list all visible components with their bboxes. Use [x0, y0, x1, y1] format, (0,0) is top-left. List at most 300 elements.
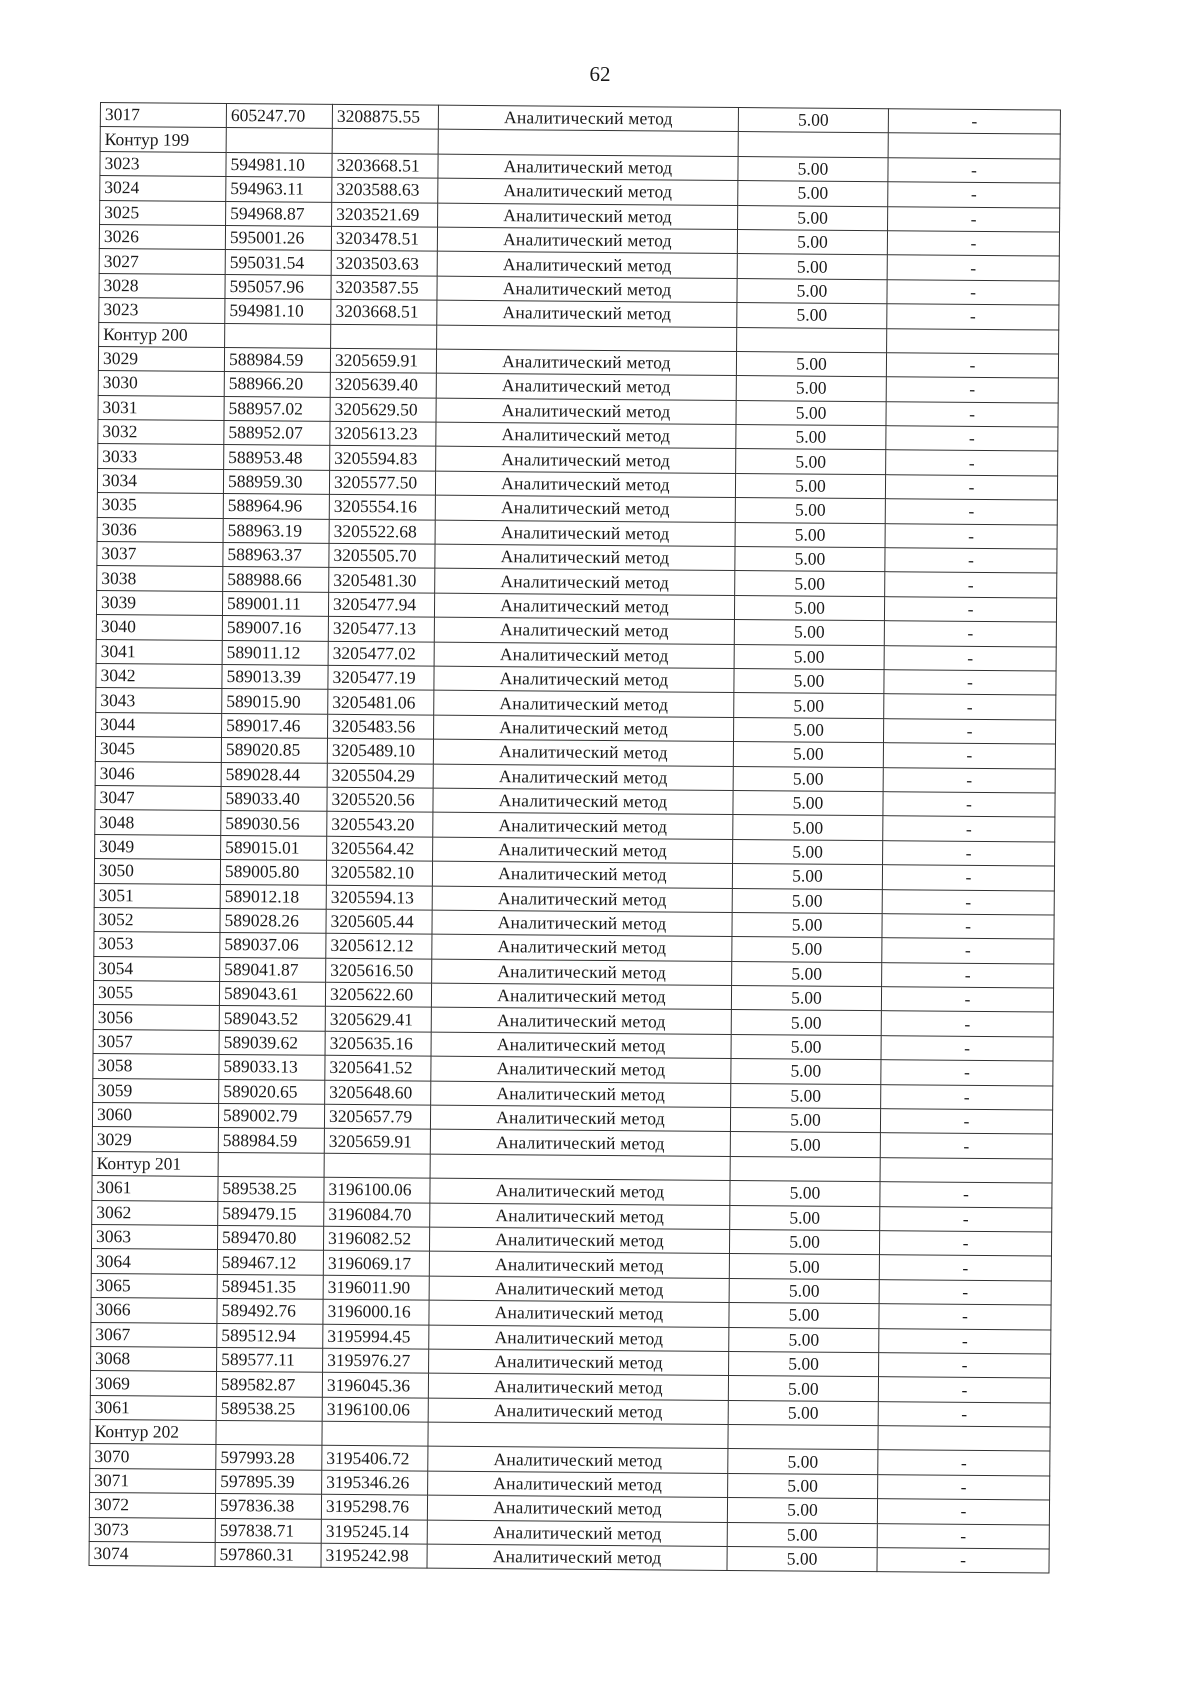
method-cell: Аналитический метод: [430, 1178, 730, 1205]
point-number-cell: 3053: [94, 932, 220, 957]
y-coordinate-cell: 3196084.70: [324, 1202, 430, 1227]
description-cell: -: [888, 182, 1060, 208]
accuracy-cell: 5.00: [734, 644, 884, 670]
x-coordinate-cell: 589005.80: [220, 860, 326, 885]
description-cell: -: [885, 572, 1057, 598]
method-cell: Аналитический метод: [436, 349, 736, 376]
x-coordinate-cell: 589037.06: [220, 933, 326, 958]
accuracy-cell: 5.00: [737, 278, 887, 304]
method-cell: Аналитический метод: [431, 1008, 731, 1035]
method-cell: Аналитический метод: [434, 642, 734, 669]
accuracy-cell: 5.00: [733, 839, 883, 865]
description-cell: -: [884, 670, 1056, 696]
method-cell: Аналитический метод: [436, 398, 736, 425]
point-number-cell: 3061: [90, 1395, 216, 1420]
accuracy-cell: 5.00: [736, 376, 886, 402]
empty-cell: [730, 1156, 880, 1182]
accuracy-cell: 5.00: [736, 351, 886, 377]
point-number-cell: 3071: [90, 1468, 216, 1493]
description-cell: -: [883, 743, 1055, 769]
description-cell: -: [884, 621, 1056, 647]
x-coordinate-cell: 589467.12: [217, 1250, 323, 1275]
point-number-cell: 3052: [94, 907, 220, 932]
accuracy-cell: 5.00: [729, 1254, 879, 1280]
description-cell: -: [882, 938, 1054, 964]
y-coordinate-cell: 3195242.98: [321, 1543, 427, 1568]
method-cell: Аналитический метод: [432, 861, 732, 888]
method-cell: Аналитический метод: [433, 739, 733, 766]
y-coordinate-cell: 3205612.12: [326, 934, 432, 959]
method-cell: Аналитический метод: [432, 959, 732, 986]
method-cell: Аналитический метод: [435, 471, 735, 498]
description-cell: -: [879, 1353, 1051, 1379]
y-coordinate-cell: 3205477.94: [328, 592, 434, 617]
x-coordinate-cell: 589470.80: [217, 1225, 323, 1250]
description-cell: -: [877, 1499, 1049, 1525]
description-cell: -: [881, 1011, 1053, 1037]
accuracy-cell: 5.00: [727, 1498, 877, 1524]
point-number-cell: 3055: [93, 981, 219, 1006]
contour-label: Контур 199: [100, 127, 226, 152]
method-cell: Аналитический метод: [428, 1447, 728, 1474]
method-cell: Аналитический метод: [434, 617, 734, 644]
y-coordinate-cell: 3205594.13: [326, 885, 432, 910]
accuracy-cell: 5.00: [727, 1547, 877, 1573]
y-coordinate-cell: 3205594.83: [330, 446, 436, 471]
point-number-cell: 3043: [96, 688, 222, 713]
point-number-cell: 3023: [100, 151, 226, 176]
accuracy-cell: 5.00: [734, 620, 884, 646]
accuracy-cell: 5.00: [737, 254, 887, 280]
y-coordinate-cell: 3205639.40: [330, 373, 436, 398]
x-coordinate-cell: 589030.56: [221, 811, 327, 836]
y-coordinate-cell: 3203521.69: [332, 202, 438, 227]
coordinates-sheet: [88, 102, 1059, 1574]
y-coordinate-cell: 3196100.06: [324, 1177, 430, 1202]
x-coordinate-cell: 589512.94: [217, 1323, 323, 1348]
accuracy-cell: 5.00: [735, 473, 885, 499]
y-coordinate-cell: 3205489.10: [327, 738, 433, 763]
description-cell: -: [881, 1084, 1053, 1110]
method-cell: Аналитический метод: [432, 886, 732, 913]
description-cell: -: [878, 1377, 1050, 1403]
accuracy-cell: 5.00: [732, 961, 882, 987]
y-coordinate-cell: 3205659.91: [330, 348, 436, 373]
y-coordinate-cell: 3205577.50: [329, 470, 435, 495]
point-number-cell: 3056: [93, 1005, 219, 1030]
accuracy-cell: 5.00: [729, 1303, 879, 1329]
description-cell: -: [879, 1328, 1051, 1354]
accuracy-cell: 5.00: [736, 449, 886, 475]
accuracy-cell: 5.00: [732, 864, 882, 890]
y-coordinate-cell: 3196045.36: [322, 1373, 428, 1398]
accuracy-cell: 5.00: [732, 912, 882, 938]
accuracy-cell: 5.00: [734, 595, 884, 621]
accuracy-cell: 5.00: [734, 693, 884, 719]
y-coordinate-cell: 3205505.70: [329, 543, 435, 568]
x-coordinate-cell: 588957.02: [224, 396, 330, 421]
accuracy-cell: 5.00: [727, 1522, 877, 1548]
empty-cell: [216, 1421, 322, 1446]
empty-cell: [888, 133, 1060, 159]
x-coordinate-cell: 589451.35: [217, 1274, 323, 1299]
description-cell: -: [877, 1523, 1049, 1549]
method-cell: Аналитический метод: [436, 447, 736, 474]
description-cell: -: [882, 865, 1054, 891]
x-coordinate-cell: 589582.87: [216, 1372, 322, 1397]
point-number-cell: 3031: [98, 395, 224, 420]
method-cell: Аналитический метод: [437, 276, 737, 303]
y-coordinate-cell: 3205564.42: [327, 836, 433, 861]
method-cell: Аналитический метод: [431, 983, 731, 1010]
x-coordinate-cell: 588963.19: [223, 518, 329, 543]
y-coordinate-cell: 3205481.06: [328, 690, 434, 715]
accuracy-cell: 5.00: [735, 571, 885, 597]
point-number-cell: 3061: [92, 1176, 218, 1201]
description-cell: -: [878, 1475, 1050, 1501]
point-number-cell: 3028: [99, 273, 225, 298]
method-cell: Аналитический метод: [427, 1520, 727, 1547]
empty-cell: [225, 323, 331, 348]
method-cell: Аналитический метод: [429, 1325, 729, 1352]
method-cell: Аналитический метод: [429, 1276, 729, 1303]
method-cell: Аналитический метод: [434, 715, 734, 742]
coordinates-table: [88, 102, 1060, 1574]
method-cell: Аналитический метод: [435, 569, 735, 596]
description-cell: -: [883, 816, 1055, 842]
point-number-cell: 3045: [95, 737, 221, 762]
y-coordinate-cell: 3195994.45: [323, 1324, 429, 1349]
y-coordinate-cell: 3196000.16: [323, 1299, 429, 1324]
accuracy-cell: 5.00: [731, 986, 881, 1012]
description-cell: -: [880, 1133, 1052, 1159]
y-coordinate-cell: 3205648.60: [325, 1080, 431, 1105]
point-number-cell: 3037: [97, 542, 223, 567]
accuracy-cell: 5.00: [733, 790, 883, 816]
x-coordinate-cell: 589028.44: [221, 762, 327, 787]
x-coordinate-cell: 589013.39: [222, 664, 328, 689]
description-cell: -: [885, 548, 1057, 574]
description-cell: -: [888, 109, 1060, 135]
description-cell: -: [887, 231, 1059, 257]
point-number-cell: 3073: [89, 1517, 215, 1542]
method-cell: Аналитический метод: [432, 910, 732, 937]
x-coordinate-cell: 594963.11: [226, 177, 332, 202]
point-number-cell: 3027: [99, 249, 225, 274]
method-cell: Аналитический метод: [435, 495, 735, 522]
y-coordinate-cell: 3205622.60: [325, 982, 431, 1007]
description-cell: -: [884, 596, 1056, 622]
point-number-cell: 3067: [91, 1322, 217, 1347]
point-number-cell: 3050: [94, 859, 220, 884]
accuracy-cell: 5.00: [733, 815, 883, 841]
description-cell: -: [882, 889, 1054, 915]
x-coordinate-cell: 589538.25: [216, 1396, 322, 1421]
contour-label: Контур 201: [92, 1151, 218, 1176]
y-coordinate-cell: 3205483.56: [328, 714, 434, 739]
method-cell: Аналитический метод: [427, 1495, 727, 1522]
x-coordinate-cell: 589001.11: [222, 591, 328, 616]
method-cell: Аналитический метод: [433, 812, 733, 839]
x-coordinate-cell: 589007.16: [222, 616, 328, 641]
point-number-cell: 3051: [94, 883, 220, 908]
x-coordinate-cell: 589012.18: [220, 884, 326, 909]
description-cell: -: [887, 279, 1059, 305]
point-number-cell: 3017: [100, 103, 226, 128]
description-cell: -: [878, 1450, 1050, 1476]
point-number-cell: 3049: [95, 834, 221, 859]
description-cell: -: [885, 475, 1057, 501]
x-coordinate-cell: 597993.28: [216, 1445, 322, 1470]
y-coordinate-cell: 3195976.27: [323, 1348, 429, 1373]
description-cell: -: [886, 450, 1058, 476]
point-number-cell: 3033: [98, 444, 224, 469]
description-cell: -: [886, 353, 1058, 379]
point-number-cell: 3029: [98, 346, 224, 371]
method-cell: Аналитический метод: [436, 373, 736, 400]
point-number-cell: 3023: [99, 298, 225, 323]
accuracy-cell: 5.00: [733, 766, 883, 792]
y-coordinate-cell: 3195406.72: [322, 1446, 428, 1471]
method-cell: Аналитический метод: [438, 178, 738, 205]
method-cell: Аналитический метод: [428, 1471, 728, 1498]
y-coordinate-cell: 3196011.90: [323, 1275, 429, 1300]
point-number-cell: 3042: [96, 663, 222, 688]
empty-cell: [226, 128, 332, 153]
empty-cell: [438, 130, 738, 157]
point-number-cell: 3074: [89, 1542, 215, 1567]
y-coordinate-cell: 3205522.68: [329, 519, 435, 544]
description-cell: -: [886, 426, 1058, 452]
x-coordinate-cell: 589033.13: [219, 1055, 325, 1080]
empty-cell: [332, 129, 438, 154]
x-coordinate-cell: 588953.48: [224, 445, 330, 470]
description-cell: -: [879, 1231, 1051, 1257]
accuracy-cell: 5.00: [729, 1351, 879, 1377]
accuracy-cell: 5.00: [738, 156, 888, 182]
accuracy-cell: 5.00: [731, 1034, 881, 1060]
y-coordinate-cell: 3205477.13: [328, 617, 434, 642]
method-cell: Аналитический метод: [427, 1544, 727, 1571]
method-cell: Аналитический метод: [437, 300, 737, 327]
description-cell: -: [879, 1279, 1051, 1305]
method-cell: Аналитический метод: [429, 1227, 729, 1254]
point-number-cell: 3029: [92, 1127, 218, 1152]
method-cell: Аналитический метод: [435, 544, 735, 571]
accuracy-cell: 5.00: [729, 1229, 879, 1255]
description-cell: -: [880, 1109, 1052, 1135]
accuracy-cell: 5.00: [735, 498, 885, 524]
description-cell: -: [884, 645, 1056, 671]
accuracy-cell: 5.00: [730, 1132, 880, 1158]
contour-label: Контур 202: [90, 1420, 216, 1445]
y-coordinate-cell: 3205582.10: [326, 860, 432, 885]
point-number-cell: 3054: [94, 956, 220, 981]
accuracy-cell: 5.00: [738, 205, 888, 231]
y-coordinate-cell: 3203478.51: [331, 226, 437, 251]
x-coordinate-cell: 594968.87: [226, 201, 332, 226]
method-cell: Аналитический метод: [433, 837, 733, 864]
empty-cell: [878, 1426, 1050, 1452]
y-coordinate-cell: 3195298.76: [321, 1495, 427, 1520]
x-coordinate-cell: 588963.37: [223, 543, 329, 568]
description-cell: -: [886, 377, 1058, 403]
empty-cell: [428, 1422, 728, 1449]
description-cell: -: [881, 987, 1053, 1013]
y-coordinate-cell: 3196100.06: [322, 1397, 428, 1422]
description-cell: -: [879, 1255, 1051, 1281]
accuracy-cell: 5.00: [736, 425, 886, 451]
y-coordinate-cell: 3208875.55: [332, 104, 438, 129]
accuracy-cell: 5.00: [737, 229, 887, 255]
description-cell: -: [888, 157, 1060, 183]
method-cell: Аналитический метод: [436, 422, 736, 449]
empty-cell: [738, 132, 888, 158]
x-coordinate-cell: 588964.96: [223, 494, 329, 519]
x-coordinate-cell: 589041.87: [220, 957, 326, 982]
y-coordinate-cell: 3205641.52: [325, 1056, 431, 1081]
point-number-cell: 3044: [96, 712, 222, 737]
point-number-cell: 3070: [90, 1444, 216, 1469]
point-number-cell: 3034: [97, 468, 223, 493]
x-coordinate-cell: 588988.66: [223, 567, 329, 592]
y-coordinate-cell: 3203588.63: [332, 177, 438, 202]
method-cell: Аналитический метод: [438, 203, 738, 230]
point-number-cell: 3032: [98, 420, 224, 445]
y-coordinate-cell: 3205554.16: [329, 495, 435, 520]
point-number-cell: 3069: [90, 1371, 216, 1396]
y-coordinate-cell: 3205635.16: [325, 1031, 431, 1056]
point-number-cell: 3066: [91, 1298, 217, 1323]
point-number-cell: 3030: [98, 371, 224, 396]
accuracy-cell: 5.00: [736, 400, 886, 426]
x-coordinate-cell: 589015.01: [221, 835, 327, 860]
accuracy-cell: 5.00: [734, 668, 884, 694]
empty-cell: [880, 1157, 1052, 1183]
y-coordinate-cell: 3205504.29: [327, 763, 433, 788]
method-cell: Аналитический метод: [432, 934, 732, 961]
y-coordinate-cell: 3205477.19: [328, 665, 434, 690]
x-coordinate-cell: 589039.62: [219, 1030, 325, 1055]
y-coordinate-cell: 3205629.50: [330, 397, 436, 422]
point-number-cell: 3063: [91, 1224, 217, 1249]
y-coordinate-cell: 3196069.17: [323, 1251, 429, 1276]
description-cell: -: [881, 1036, 1053, 1062]
x-coordinate-cell: 589020.85: [221, 738, 327, 763]
x-coordinate-cell: 588984.59: [224, 347, 330, 372]
method-cell: Аналитический метод: [429, 1349, 729, 1376]
accuracy-cell: 5.00: [732, 888, 882, 914]
empty-cell: [218, 1152, 324, 1177]
accuracy-cell: 5.00: [731, 1059, 881, 1085]
accuracy-cell: 5.00: [730, 1107, 880, 1133]
description-cell: -: [884, 694, 1056, 720]
description-cell: -: [878, 1401, 1050, 1427]
point-number-cell: 3047: [95, 785, 221, 810]
method-cell: Аналитический метод: [430, 1130, 730, 1157]
accuracy-cell: 5.00: [731, 1010, 881, 1036]
x-coordinate-cell: 589033.40: [221, 786, 327, 811]
accuracy-cell: 5.00: [728, 1473, 878, 1499]
point-number-cell: 3040: [96, 615, 222, 640]
method-cell: Аналитический метод: [438, 154, 738, 181]
description-cell: -: [879, 1304, 1051, 1330]
point-number-cell: 3062: [92, 1200, 218, 1225]
method-cell: Аналитический метод: [433, 788, 733, 815]
empty-cell: [887, 328, 1059, 354]
y-coordinate-cell: 3205481.30: [329, 568, 435, 593]
method-cell: Аналитический метод: [431, 1056, 731, 1083]
description-cell: -: [881, 1060, 1053, 1086]
accuracy-cell: 5.00: [728, 1449, 878, 1475]
point-number-cell: 3025: [100, 200, 226, 225]
y-coordinate-cell: 3205605.44: [326, 909, 432, 934]
x-coordinate-cell: 589020.65: [219, 1079, 325, 1104]
page-number: 62: [589, 62, 611, 86]
y-coordinate-cell: 3205657.79: [324, 1104, 430, 1129]
accuracy-cell: 5.00: [737, 303, 887, 329]
x-coordinate-cell: 597860.31: [215, 1542, 321, 1567]
x-coordinate-cell: 595057.96: [225, 274, 331, 299]
point-number-cell: 3038: [97, 566, 223, 591]
description-cell: -: [877, 1548, 1049, 1574]
accuracy-cell: 5.00: [735, 522, 885, 548]
accuracy-cell: 5.00: [728, 1376, 878, 1402]
accuracy-cell: 5.00: [733, 717, 883, 743]
accuracy-cell: 5.00: [731, 1083, 881, 1109]
x-coordinate-cell: 588959.30: [223, 469, 329, 494]
accuracy-cell: 5.00: [733, 742, 883, 768]
description-cell: -: [885, 499, 1057, 525]
x-coordinate-cell: 588952.07: [224, 421, 330, 446]
accuracy-cell: 5.00: [732, 937, 882, 963]
empty-cell: [728, 1425, 878, 1451]
y-coordinate-cell: 3203503.63: [331, 251, 437, 276]
accuracy-cell: 5.00: [730, 1205, 880, 1231]
point-number-cell: 3058: [93, 1054, 219, 1079]
x-coordinate-cell: 595031.54: [225, 250, 331, 275]
description-cell: -: [888, 206, 1060, 232]
point-number-cell: 3065: [91, 1273, 217, 1298]
method-cell: Аналитический метод: [428, 1398, 728, 1425]
empty-cell: [430, 1154, 730, 1181]
method-cell: Аналитический метод: [430, 1203, 730, 1230]
accuracy-cell: 5.00: [728, 1400, 878, 1426]
x-coordinate-cell: 594981.10: [225, 299, 331, 324]
point-number-cell: 3057: [93, 1029, 219, 1054]
y-coordinate-cell: 3205616.50: [326, 958, 432, 983]
x-coordinate-cell: 589043.52: [219, 1006, 325, 1031]
x-coordinate-cell: 588966.20: [224, 372, 330, 397]
method-cell: Аналитический метод: [434, 593, 734, 620]
point-number-cell: 3068: [91, 1346, 217, 1371]
method-cell: Аналитический метод: [431, 1081, 731, 1108]
description-cell: -: [886, 401, 1058, 427]
y-coordinate-cell: 3203668.51: [331, 299, 437, 324]
point-number-cell: 3041: [96, 639, 222, 664]
point-number-cell: 3072: [89, 1493, 215, 1518]
empty-cell: [324, 1153, 430, 1178]
description-cell: -: [880, 1182, 1052, 1208]
y-coordinate-cell: 3205629.41: [325, 1007, 431, 1032]
x-coordinate-cell: 589479.15: [218, 1201, 324, 1226]
description-cell: -: [885, 523, 1057, 549]
method-cell: Аналитический метод: [430, 1105, 730, 1132]
y-coordinate-cell: 3203587.55: [331, 275, 437, 300]
x-coordinate-cell: 589577.11: [217, 1347, 323, 1372]
x-coordinate-cell: 594981.10: [226, 152, 332, 177]
empty-cell: [331, 324, 437, 349]
